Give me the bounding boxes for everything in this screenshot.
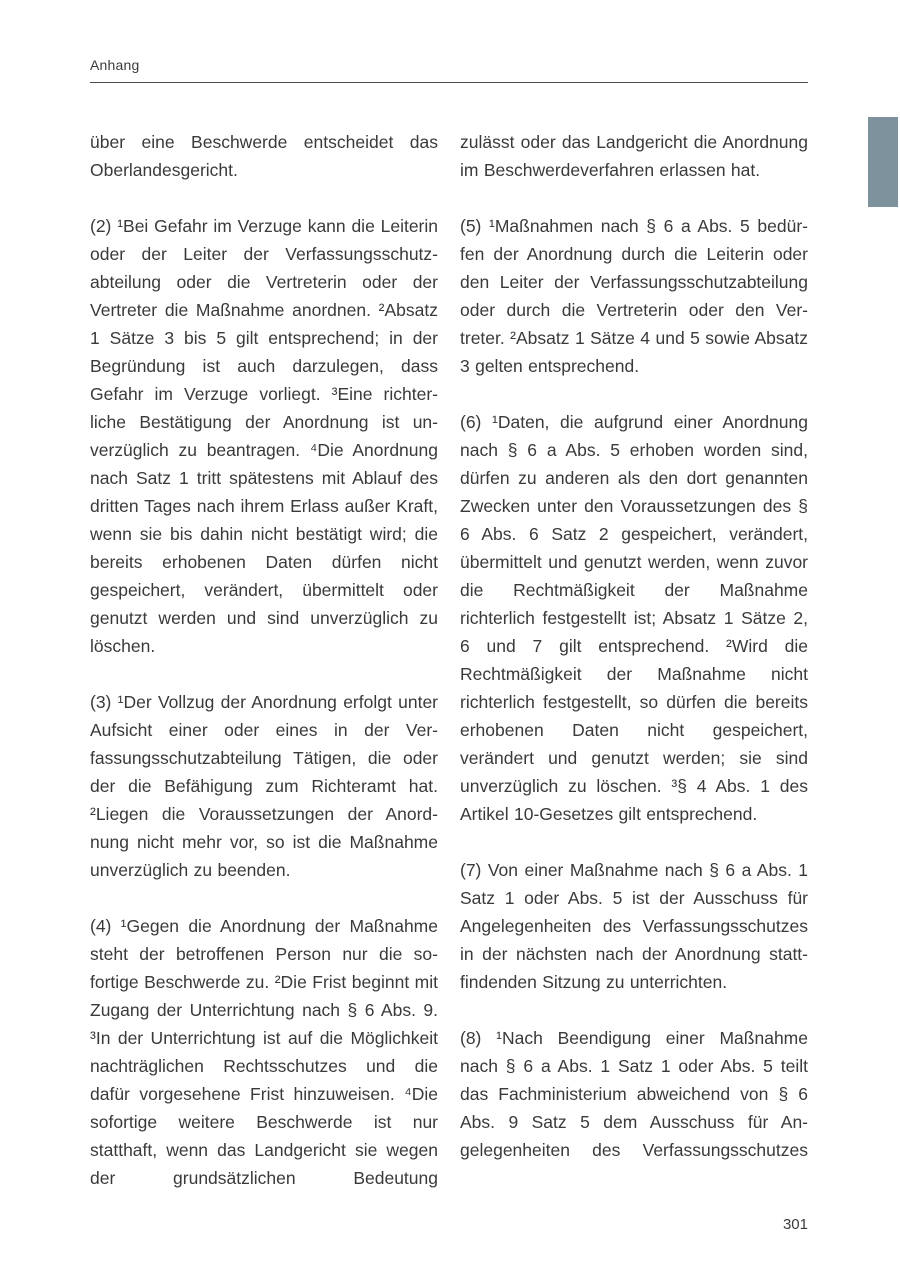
paragraph: (6) ¹Daten, die aufgrund einer Anordnung nach § 6 a Abs. 5 erhoben worden sind, dürfen zu anderen als den dort genannten Zwecken unter den Voraussetzungen des § 6 Abs. 6 Satz 2 gespeichert, verändert, übermittelt und genutzt werden, wenn zuvor die Rechtmäßigkeit der Maßnahme richterlich festgestellt ist; Absatz 1 Sätze 2, 6 und 7 gilt entsprechend. ²Wird die Rechtmäßigkeit der Maßnahme nicht richterlich festgestellt, so dürfen die bereits erhobenen Daten nicht gespeichert, verändert und genutzt werden; sie sind unverzüglich zu löschen. ³§ 4 Abs. 1 des Artikel 10-Gesetzes gilt entsprechend.: [460, 412, 808, 824]
paragraph: zulässt oder das Landgericht die Anordnung im Beschwerdeverfahren erlassen hat.: [460, 132, 808, 180]
thumb-index-tab: [868, 117, 898, 207]
paragraph: (4) ¹Gegen die Anordnung der Maßnahme steht der betroffenen Person nur die sofortige Beschwerde zu. ²Die Frist beginnt mit Zugang der Unterrichtung nach § 6 Abs. 9. ³In der Unterrichtung ist auf die Möglichkeit nachträglichen Rechtsschutzes und die dafür vorgesehene Frist hinzuweisen. ⁴Die sofortige weitere Beschwerde ist nur statthaft, wenn das Landgericht sie wegen der grundsätzlichen Bedeutung: [90, 916, 438, 1188]
paragraph: (2) ¹Bei Gefahr im Verzuge kann die Leiterin oder der Leiter der Verfassungsschutzabteilung oder die Vertreterin oder der Vertreter die Maßnahme anordnen. ²Absatz 1 Sätze 3 bis 5 gilt entsprechend; in der Begründung ist auch darzulegen, dass Gefahr im Verzuge vorliegt. ³Eine richterliche Bestätigung der Anordnung ist unverzüglich zu beantragen. ⁴Die Anordnung nach Satz 1 tritt spätestens mit Ablauf des dritten Tages nach ihrem Erlass außer Kraft, wenn sie bis dahin nicht bestätigt wird; die bereits erhobenen Daten dürfen nicht gespeichert, verändert, übermittelt oder genutzt werden und sind unverzüglich zu löschen.: [90, 216, 438, 656]
running-header-label: Anhang: [90, 57, 140, 73]
text-column-right: [460, 128, 808, 1220]
text-column-left: [90, 128, 438, 1220]
running-header: [90, 57, 808, 83]
page-body: [90, 128, 808, 1220]
paragraph: (7) Von einer Maßnahme nach § 6 a Abs. 1 Satz 1 oder Abs. 5 ist der Ausschuss für Angelegenheiten des Verfassungsschutzes in der nächsten nach der Anordnung stattfindenden Sitzung zu unterrichten.: [460, 860, 808, 992]
paragraph: (8) ¹Nach Beendigung einer Maßnahme nach § 6 a Abs. 1 Satz 1 oder Abs. 5 teilt das Fachministerium abweichend von § 6 Abs. 9 Satz 5 dem Ausschuss für Angelegenheiten des Verfassungsschutzes: [460, 1028, 808, 1160]
paragraph: über eine Beschwerde entscheidet das Oberlandesgericht.: [90, 132, 438, 180]
page-number: 301: [782, 1216, 808, 1233]
paragraph: (3) ¹Der Vollzug der Anordnung erfolgt unter Aufsicht einer oder eines in der Verfassungsschutzabteilung Tätigen, die oder der die Befähigung zum Richteramt hat. ²Liegen die Voraussetzungen der Anordnung nicht mehr vor, so ist die Maßnahme unverzüglich zu beenden.: [90, 692, 438, 880]
paragraph: (5) ¹Maßnahmen nach § 6 a Abs. 5 bedürfen der Anordnung durch die Leiterin oder den Leiter der Verfassungsschutzabteilung oder durch die Vertreterin oder den Vertreter. ²Absatz 1 Sätze 4 und 5 sowie Absatz 3 gelten entsprechend.: [460, 216, 808, 376]
